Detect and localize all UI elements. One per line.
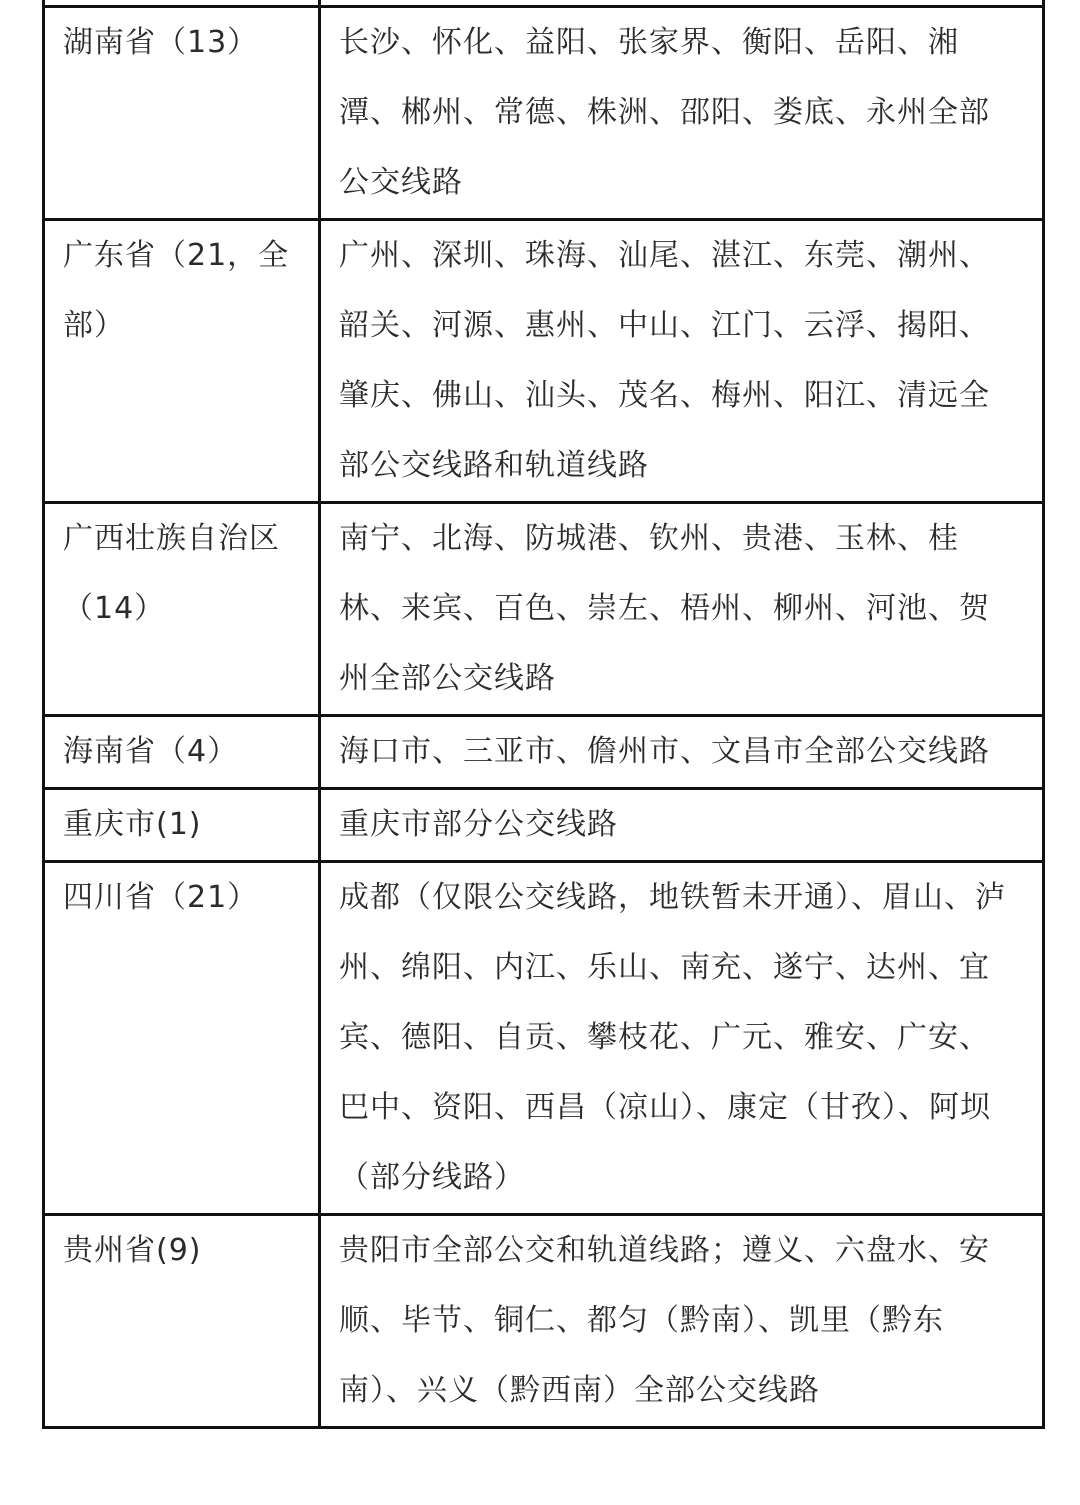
cities-cell: 贵阳市全部公交和轨道线路；遵义、六盘水、安顺、毕节、铜仁、都匀（黔南）、凯里（黔东南）、兴义（黔西南）全部公交线路 — [320, 1215, 1044, 1428]
region-cell: 广西壮族自治区（14） — [44, 503, 320, 716]
region-cell: 四川省（21） — [44, 862, 320, 1215]
region-cell: 海南省（4） — [44, 716, 320, 789]
cities-cell: 长沙、怀化、益阳、张家界、衡阳、岳阳、湘潭、郴州、常德、株洲、邵阳、娄底、永州全部公交线路 — [320, 7, 1044, 220]
cities-cell: 成都（仅限公交线路，地铁暂未开通）、眉山、泸州、绵阳、内江、乐山、南充、遂宁、达州、宜宾、德阳、自贡、攀枝花、广元、雅安、广安、巴中、资阳、西昌（凉山）、康定（甘孜）、阿坝（部分线路） — [320, 862, 1044, 1215]
table-row-hunan — [44, 7, 1044, 220]
region-cell: 广东省（21，全部） — [44, 220, 320, 503]
transit-coverage-table — [42, 0, 1042, 1429]
table-row-guangxi — [44, 503, 1044, 716]
table-row-chongqing — [44, 789, 1044, 862]
table-row-hainan — [44, 716, 1044, 789]
region-cell: 湖南省（13） — [44, 7, 320, 220]
cities-cell: 重庆市部分公交线路 — [320, 789, 1044, 862]
cities-cell: 海口市、三亚市、儋州市、文昌市全部公交线路 — [320, 716, 1044, 789]
table-row-sichuan — [44, 862, 1044, 1215]
region-city-table — [42, 0, 1045, 1429]
cities-cell: 广州、深圳、珠海、汕尾、湛江、东莞、潮州、韶关、河源、惠州、中山、江门、云浮、揭阳、肇庆、佛山、汕头、茂名、梅州、阳江、清远全部公交线路和轨道线路 — [320, 220, 1044, 503]
cities-cell: 南宁、北海、防城港、钦州、贵港、玉林、桂林、来宾、百色、崇左、梧州、柳州、河池、贺州全部公交线路 — [320, 503, 1044, 716]
table-row-guizhou — [44, 1215, 1044, 1428]
region-cell: 贵州省(9) — [44, 1215, 320, 1428]
region-cell: 重庆市(1) — [44, 789, 320, 862]
table-row-guangdong — [44, 220, 1044, 503]
